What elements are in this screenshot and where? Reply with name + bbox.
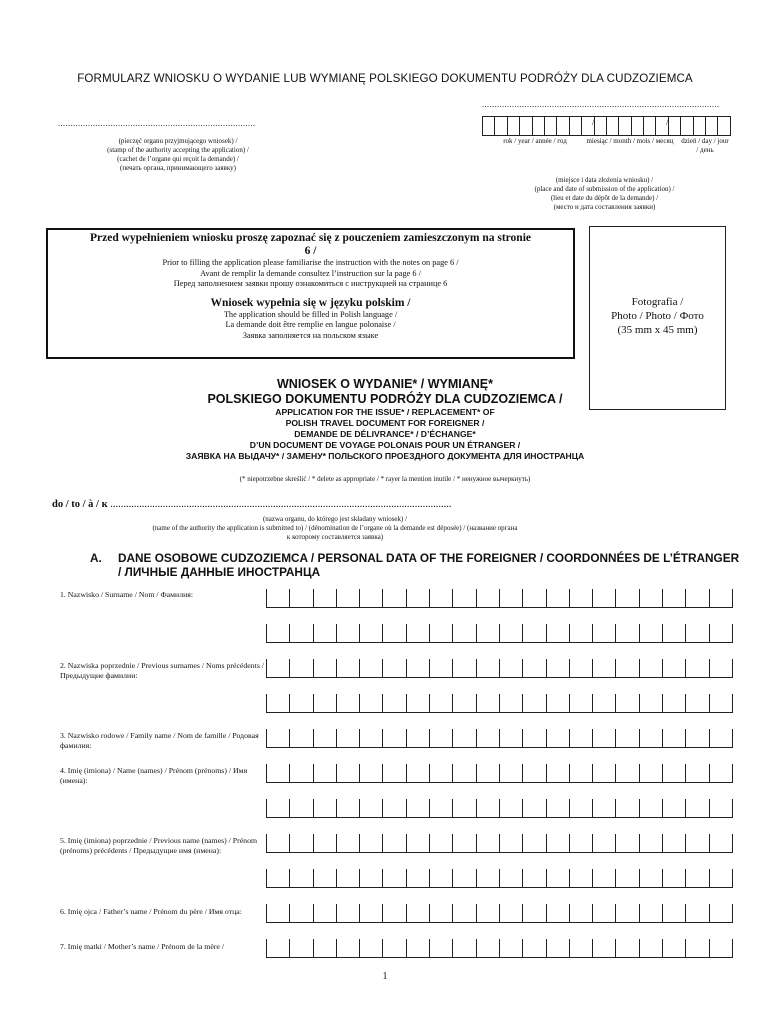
char-cell[interactable] bbox=[592, 624, 615, 642]
char-cell[interactable] bbox=[382, 694, 405, 712]
char-cell[interactable] bbox=[709, 904, 733, 922]
char-cell[interactable] bbox=[662, 834, 685, 852]
char-cell[interactable] bbox=[406, 764, 429, 782]
authority-caption: (nazwa organu, do którego jest składany wniosek) / (name of the authority the application is submitted to) / (dénomination de l’organe où la demande est déposée) / (название органа к которому составляется заявка) bbox=[152, 515, 518, 541]
char-cell[interactable] bbox=[685, 729, 708, 747]
char-cell[interactable] bbox=[452, 904, 475, 922]
char-cell[interactable] bbox=[685, 834, 708, 852]
authority-line[interactable]: do / to / à / к .................................................................................................................................. bbox=[52, 499, 452, 510]
char-cell[interactable] bbox=[429, 834, 452, 852]
char-cell[interactable] bbox=[429, 589, 452, 607]
char-cell[interactable] bbox=[313, 694, 336, 712]
char-cell[interactable] bbox=[499, 834, 522, 852]
char-cell[interactable] bbox=[359, 624, 382, 642]
char-cell[interactable] bbox=[709, 939, 733, 957]
char-cell[interactable] bbox=[289, 694, 312, 712]
day-label: dzień / day / jour / день bbox=[681, 137, 729, 154]
char-cell[interactable] bbox=[359, 904, 382, 922]
char-cell[interactable] bbox=[382, 624, 405, 642]
char-cell[interactable] bbox=[709, 799, 733, 817]
char-cell[interactable] bbox=[546, 589, 569, 607]
char-cell[interactable] bbox=[592, 939, 615, 957]
char-cell[interactable] bbox=[452, 729, 475, 747]
char-cell[interactable] bbox=[313, 869, 336, 887]
char-cell[interactable] bbox=[639, 589, 662, 607]
date-cell[interactable] bbox=[520, 117, 532, 135]
char-cell[interactable] bbox=[452, 659, 475, 677]
char-cell[interactable] bbox=[569, 589, 592, 607]
char-cell[interactable] bbox=[289, 799, 312, 817]
char-cell[interactable] bbox=[289, 589, 312, 607]
surname-grid[interactable] bbox=[266, 589, 733, 608]
char-cell[interactable] bbox=[522, 869, 545, 887]
date-cell[interactable] bbox=[644, 117, 656, 135]
char-cell[interactable] bbox=[429, 799, 452, 817]
first-names-grid[interactable] bbox=[266, 764, 733, 783]
char-cell[interactable] bbox=[639, 624, 662, 642]
char-cell[interactable] bbox=[522, 694, 545, 712]
char-cell[interactable] bbox=[569, 729, 592, 747]
char-cell[interactable] bbox=[499, 799, 522, 817]
char-cell[interactable] bbox=[615, 624, 638, 642]
photo-box[interactable]: Fotografia / Photo / Photo / Фото (35 mm x 45 mm) bbox=[589, 226, 726, 410]
surname-grid[interactable] bbox=[266, 624, 733, 643]
char-cell[interactable] bbox=[429, 904, 452, 922]
char-cell[interactable] bbox=[546, 624, 569, 642]
char-cell[interactable] bbox=[662, 869, 685, 887]
date-cell[interactable] bbox=[483, 117, 495, 135]
char-cell[interactable] bbox=[615, 729, 638, 747]
char-cell[interactable] bbox=[709, 589, 733, 607]
previous-names-label: 5. Imię (imiona) poprzednie / Previous name (names) / Prénom (prénoms) précédents / Предыдущие имя (имена): bbox=[60, 836, 258, 855]
stamp-dots: ............................................................................... bbox=[58, 119, 256, 128]
previous-surnames-grid[interactable] bbox=[266, 694, 733, 713]
previous-names-grid[interactable] bbox=[266, 869, 733, 888]
char-cell[interactable] bbox=[313, 659, 336, 677]
date-cell[interactable] bbox=[595, 117, 607, 135]
char-cell[interactable] bbox=[429, 764, 452, 782]
char-cell[interactable] bbox=[522, 624, 545, 642]
char-cell[interactable] bbox=[592, 834, 615, 852]
family-name-grid[interactable] bbox=[266, 729, 733, 748]
notice-language-heading: Wniosek wypełnia się w języku polskim / bbox=[210, 296, 411, 309]
mother-name-grid[interactable] bbox=[266, 939, 733, 958]
char-cell[interactable] bbox=[662, 764, 685, 782]
char-cell[interactable] bbox=[546, 869, 569, 887]
place-date-dots: ............................................................................................... bbox=[482, 100, 720, 109]
char-cell[interactable] bbox=[709, 764, 733, 782]
section-a-title: DANE OSOBOWE CUDZOZIEMCA / PERSONAL DATA OF THE FOREIGNER / COORDONNÉES DE L’ÉTRANGER / ЛИЧНЫЕ ДАННЫЕ ИНОСТРАНЦА bbox=[118, 551, 740, 579]
char-cell[interactable] bbox=[313, 904, 336, 922]
char-cell[interactable] bbox=[452, 834, 475, 852]
char-cell[interactable] bbox=[569, 764, 592, 782]
char-cell[interactable] bbox=[639, 904, 662, 922]
application-title: WNIOSEK O WYDANIE* / WYMIANĘ* POLSKIEGO DOKUMENTU PODRÓŻY DLA CUDZOZIEMCA / APPLICATION FOR THE ISSUE* / REPLACEMENT* OF POLISH TRAVEL DOCUMENT FOR FOREIGNER / DEMANDE DE DÉLIVRANCE* / D’ÉCHANGE* D’UN DOCUMENT DE VOYAGE POLONAIS POUR UN ÉTRANGER / ЗАЯВКА НА ВЫДАЧУ* / ЗАМЕНУ* ПОЛЬСКОГО ПРОЕЗДНОГО ДОКУМЕНТА ДЛЯ ИНОСТРАНЦА bbox=[185, 377, 585, 461]
char-cell[interactable] bbox=[452, 589, 475, 607]
char-cell[interactable] bbox=[709, 659, 733, 677]
char-cell[interactable] bbox=[406, 659, 429, 677]
char-cell[interactable] bbox=[266, 834, 289, 852]
strike-note: (* niepotrzebne skreślić / * delete as appropriate / * rayer la mention inutile / * ненужное вычеркнуть) bbox=[239, 475, 531, 483]
char-cell[interactable] bbox=[592, 869, 615, 887]
stamp-caption: (pieczęć organu przyjmującego wniosek) / (stamp of the authority accepting the application) / (cachet de l’organe qui reçoit la demande) / (печать органа, принимающего заявку) bbox=[107, 137, 249, 172]
char-cell[interactable] bbox=[615, 799, 638, 817]
char-cell[interactable] bbox=[359, 729, 382, 747]
char-cell[interactable] bbox=[662, 624, 685, 642]
char-cell[interactable] bbox=[289, 869, 312, 887]
char-cell[interactable] bbox=[406, 939, 429, 957]
section-a-letter: A. bbox=[90, 551, 102, 565]
char-cell[interactable] bbox=[685, 659, 708, 677]
char-cell[interactable] bbox=[359, 589, 382, 607]
char-cell[interactable] bbox=[592, 694, 615, 712]
char-cell[interactable] bbox=[336, 834, 359, 852]
char-cell[interactable] bbox=[336, 694, 359, 712]
char-cell[interactable] bbox=[615, 659, 638, 677]
submission-date-boxes[interactable] bbox=[482, 116, 731, 136]
char-cell[interactable] bbox=[406, 589, 429, 607]
char-cell[interactable] bbox=[615, 764, 638, 782]
char-cell[interactable] bbox=[336, 624, 359, 642]
char-cell[interactable] bbox=[476, 939, 499, 957]
char-cell[interactable] bbox=[336, 904, 359, 922]
place-date-caption: (miejsce i data złożenia wniosku) / (place and date of submission of the application) / (lieu et date du dépôt de la demande) / (место и дата составления заявки) bbox=[534, 176, 675, 211]
char-cell[interactable] bbox=[406, 729, 429, 747]
char-cell[interactable] bbox=[709, 624, 733, 642]
char-cell[interactable] bbox=[313, 589, 336, 607]
month-label: miesiąc / month / mois / месяц bbox=[586, 137, 674, 145]
char-cell[interactable] bbox=[639, 939, 662, 957]
char-cell[interactable] bbox=[359, 869, 382, 887]
char-cell[interactable] bbox=[452, 939, 475, 957]
char-cell[interactable] bbox=[662, 589, 685, 607]
char-cell[interactable] bbox=[406, 869, 429, 887]
char-cell[interactable] bbox=[382, 869, 405, 887]
char-cell[interactable] bbox=[546, 799, 569, 817]
date-cell[interactable] bbox=[694, 117, 706, 135]
char-cell[interactable] bbox=[499, 694, 522, 712]
char-cell[interactable] bbox=[569, 834, 592, 852]
char-cell[interactable] bbox=[499, 624, 522, 642]
char-cell[interactable] bbox=[569, 694, 592, 712]
char-cell[interactable] bbox=[429, 729, 452, 747]
notice-heading: Przed wypełnieniem wniosku proszę zapoznać się z pouczeniem zamieszczonym na stronie 6 / bbox=[90, 232, 531, 257]
char-cell[interactable] bbox=[546, 904, 569, 922]
char-cell[interactable] bbox=[685, 624, 708, 642]
char-cell[interactable] bbox=[615, 694, 638, 712]
char-cell[interactable] bbox=[382, 834, 405, 852]
char-cell[interactable] bbox=[313, 834, 336, 852]
date-cell[interactable] bbox=[495, 117, 507, 135]
char-cell[interactable] bbox=[615, 869, 638, 887]
char-cell[interactable] bbox=[313, 624, 336, 642]
date-cell[interactable] bbox=[508, 117, 520, 135]
char-cell[interactable] bbox=[522, 764, 545, 782]
char-cell[interactable] bbox=[476, 729, 499, 747]
char-cell[interactable] bbox=[382, 659, 405, 677]
char-cell[interactable] bbox=[685, 939, 708, 957]
char-cell[interactable] bbox=[476, 904, 499, 922]
char-cell[interactable] bbox=[615, 904, 638, 922]
char-cell[interactable] bbox=[476, 659, 499, 677]
char-cell[interactable] bbox=[476, 834, 499, 852]
char-cell[interactable] bbox=[546, 659, 569, 677]
char-cell[interactable] bbox=[359, 659, 382, 677]
char-cell[interactable] bbox=[476, 799, 499, 817]
char-cell[interactable] bbox=[499, 764, 522, 782]
char-cell[interactable] bbox=[382, 904, 405, 922]
char-cell[interactable] bbox=[709, 729, 733, 747]
char-cell[interactable] bbox=[522, 589, 545, 607]
char-cell[interactable] bbox=[336, 939, 359, 957]
char-cell[interactable] bbox=[313, 729, 336, 747]
char-cell[interactable] bbox=[429, 939, 452, 957]
date-cell[interactable] bbox=[681, 117, 693, 135]
date-separator: / bbox=[592, 118, 595, 127]
char-cell[interactable] bbox=[289, 939, 312, 957]
previous-surnames-grid[interactable] bbox=[266, 659, 733, 678]
char-cell[interactable] bbox=[476, 869, 499, 887]
char-cell[interactable] bbox=[266, 799, 289, 817]
char-cell[interactable] bbox=[685, 799, 708, 817]
date-cell[interactable] bbox=[706, 117, 718, 135]
date-cell[interactable] bbox=[607, 117, 619, 135]
page-number: 1 bbox=[382, 971, 388, 982]
char-cell[interactable] bbox=[429, 694, 452, 712]
char-cell[interactable] bbox=[522, 729, 545, 747]
char-cell[interactable] bbox=[569, 624, 592, 642]
char-cell[interactable] bbox=[592, 764, 615, 782]
char-cell[interactable] bbox=[709, 834, 733, 852]
char-cell[interactable] bbox=[639, 764, 662, 782]
char-cell[interactable] bbox=[592, 729, 615, 747]
char-cell[interactable] bbox=[639, 694, 662, 712]
char-cell[interactable] bbox=[709, 694, 733, 712]
char-cell[interactable] bbox=[639, 729, 662, 747]
char-cell[interactable] bbox=[289, 659, 312, 677]
char-cell[interactable] bbox=[289, 764, 312, 782]
year-label: rok / year / année / год bbox=[503, 137, 567, 145]
date-cell[interactable] bbox=[533, 117, 545, 135]
char-cell[interactable] bbox=[266, 869, 289, 887]
char-cell[interactable] bbox=[452, 624, 475, 642]
char-cell[interactable] bbox=[289, 834, 312, 852]
char-cell[interactable] bbox=[685, 589, 708, 607]
char-cell[interactable] bbox=[406, 799, 429, 817]
date-cell[interactable] bbox=[570, 117, 582, 135]
char-cell[interactable] bbox=[499, 589, 522, 607]
char-cell[interactable] bbox=[639, 869, 662, 887]
char-cell[interactable] bbox=[266, 589, 289, 607]
char-cell[interactable] bbox=[499, 904, 522, 922]
char-cell[interactable] bbox=[289, 904, 312, 922]
char-cell[interactable] bbox=[569, 939, 592, 957]
char-cell[interactable] bbox=[336, 589, 359, 607]
char-cell[interactable] bbox=[685, 869, 708, 887]
first-names-grid[interactable] bbox=[266, 799, 733, 818]
date-separator: / bbox=[666, 118, 669, 127]
char-cell[interactable] bbox=[429, 624, 452, 642]
char-cell[interactable] bbox=[546, 764, 569, 782]
family-name-label: 3. Nazwisko rodowe / Family name / Nom de famille / Родовая фамилия: bbox=[60, 731, 259, 750]
char-cell[interactable] bbox=[266, 624, 289, 642]
char-cell[interactable] bbox=[639, 799, 662, 817]
char-cell[interactable] bbox=[662, 694, 685, 712]
char-cell[interactable] bbox=[429, 659, 452, 677]
date-cell[interactable] bbox=[557, 117, 569, 135]
date-cell[interactable] bbox=[718, 117, 730, 135]
char-cell[interactable] bbox=[546, 834, 569, 852]
char-cell[interactable] bbox=[313, 939, 336, 957]
char-cell[interactable] bbox=[685, 694, 708, 712]
char-cell[interactable] bbox=[476, 624, 499, 642]
first-names-label: 4. Imię (imiona) / Name (names) / Prénom (prénoms) / Имя (имена): bbox=[60, 766, 248, 785]
date-cell[interactable] bbox=[632, 117, 644, 135]
char-cell[interactable] bbox=[406, 694, 429, 712]
char-cell[interactable] bbox=[476, 694, 499, 712]
previous-surnames-label: 2. Nazwiska poprzednie / Previous surnames / Noms précédents / Предыдущие фамилии: bbox=[60, 661, 264, 680]
mother-name-label: 7. Imię matki / Mother’s name / Prénom de la mère / bbox=[60, 942, 224, 951]
char-cell[interactable] bbox=[452, 869, 475, 887]
char-cell[interactable] bbox=[569, 869, 592, 887]
char-cell[interactable] bbox=[639, 659, 662, 677]
char-cell[interactable] bbox=[266, 939, 289, 957]
char-cell[interactable] bbox=[406, 624, 429, 642]
char-cell[interactable] bbox=[662, 904, 685, 922]
char-cell[interactable] bbox=[546, 694, 569, 712]
char-cell[interactable] bbox=[336, 799, 359, 817]
char-cell[interactable] bbox=[289, 729, 312, 747]
char-cell[interactable] bbox=[569, 799, 592, 817]
char-cell[interactable] bbox=[546, 729, 569, 747]
char-cell[interactable] bbox=[522, 659, 545, 677]
char-cell[interactable] bbox=[569, 904, 592, 922]
char-cell[interactable] bbox=[266, 694, 289, 712]
char-cell[interactable] bbox=[662, 799, 685, 817]
previous-names-grid[interactable] bbox=[266, 834, 733, 853]
char-cell[interactable] bbox=[452, 694, 475, 712]
char-cell[interactable] bbox=[499, 659, 522, 677]
char-cell[interactable] bbox=[522, 904, 545, 922]
char-cell[interactable] bbox=[592, 904, 615, 922]
char-cell[interactable] bbox=[266, 729, 289, 747]
char-cell[interactable] bbox=[382, 764, 405, 782]
surname-label: 1. Nazwisko / Surname / Nom / Фамилия: bbox=[60, 590, 194, 599]
char-cell[interactable] bbox=[359, 834, 382, 852]
father-name-grid[interactable] bbox=[266, 904, 733, 923]
father-name-label: 6. Imię ojca / Father’s name / Prénom du père / Имя отца: bbox=[60, 907, 242, 916]
char-cell[interactable] bbox=[522, 799, 545, 817]
char-cell[interactable] bbox=[476, 589, 499, 607]
char-cell[interactable] bbox=[592, 799, 615, 817]
char-cell[interactable] bbox=[452, 799, 475, 817]
char-cell[interactable] bbox=[406, 904, 429, 922]
char-cell[interactable] bbox=[429, 869, 452, 887]
char-cell[interactable] bbox=[266, 764, 289, 782]
char-cell[interactable] bbox=[569, 659, 592, 677]
char-cell[interactable] bbox=[662, 659, 685, 677]
char-cell[interactable] bbox=[685, 764, 708, 782]
char-cell[interactable] bbox=[266, 659, 289, 677]
char-cell[interactable] bbox=[359, 799, 382, 817]
char-cell[interactable] bbox=[476, 764, 499, 782]
char-cell[interactable] bbox=[336, 764, 359, 782]
instructions-notice: Przed wypełnieniem wniosku proszę zapoznać się z pouczeniem zamieszczonym na stronie 6 / Prior to filling the application please familiarise the instruction with the notes on page 6 / Avant de remplir la demande consultez l’instruction sur la page 6 / Перед заполнением заявки прошу ознакомиться с инструкцией на странице 6 Wniosek wypełnia się w języku polskim / The application should be filled in Polish language / La demande doit être remplie en langue polonaise / Заявка заполняется на польском языке bbox=[46, 228, 575, 359]
char-cell[interactable] bbox=[639, 834, 662, 852]
char-cell[interactable] bbox=[336, 869, 359, 887]
char-cell[interactable] bbox=[289, 624, 312, 642]
char-cell[interactable] bbox=[382, 589, 405, 607]
char-cell[interactable] bbox=[359, 764, 382, 782]
date-cell[interactable] bbox=[619, 117, 631, 135]
char-cell[interactable] bbox=[382, 799, 405, 817]
char-cell[interactable] bbox=[546, 939, 569, 957]
char-cell[interactable] bbox=[685, 904, 708, 922]
char-cell[interactable] bbox=[313, 764, 336, 782]
form-title: FORMULARZ WNIOSKU O WYDANIE LUB WYMIANĘ POLSKIEGO DOKUMENTU PODRÓŻY DLA CUDZOZIEMCA bbox=[77, 72, 693, 85]
char-cell[interactable] bbox=[615, 834, 638, 852]
date-cell[interactable] bbox=[545, 117, 557, 135]
char-cell[interactable] bbox=[499, 869, 522, 887]
char-cell[interactable] bbox=[662, 729, 685, 747]
char-cell[interactable] bbox=[336, 729, 359, 747]
char-cell[interactable] bbox=[592, 589, 615, 607]
char-cell[interactable] bbox=[336, 659, 359, 677]
char-cell[interactable] bbox=[662, 939, 685, 957]
char-cell[interactable] bbox=[406, 834, 429, 852]
char-cell[interactable] bbox=[359, 694, 382, 712]
char-cell[interactable] bbox=[313, 799, 336, 817]
char-cell[interactable] bbox=[266, 904, 289, 922]
char-cell[interactable] bbox=[382, 729, 405, 747]
char-cell[interactable] bbox=[499, 729, 522, 747]
char-cell[interactable] bbox=[709, 869, 733, 887]
char-cell[interactable] bbox=[522, 939, 545, 957]
char-cell[interactable] bbox=[499, 939, 522, 957]
date-cell[interactable] bbox=[669, 117, 681, 135]
char-cell[interactable] bbox=[452, 764, 475, 782]
char-cell[interactable] bbox=[359, 939, 382, 957]
char-cell[interactable] bbox=[615, 589, 638, 607]
char-cell[interactable] bbox=[382, 939, 405, 957]
char-cell[interactable] bbox=[592, 659, 615, 677]
char-cell[interactable] bbox=[615, 939, 638, 957]
char-cell[interactable] bbox=[522, 834, 545, 852]
